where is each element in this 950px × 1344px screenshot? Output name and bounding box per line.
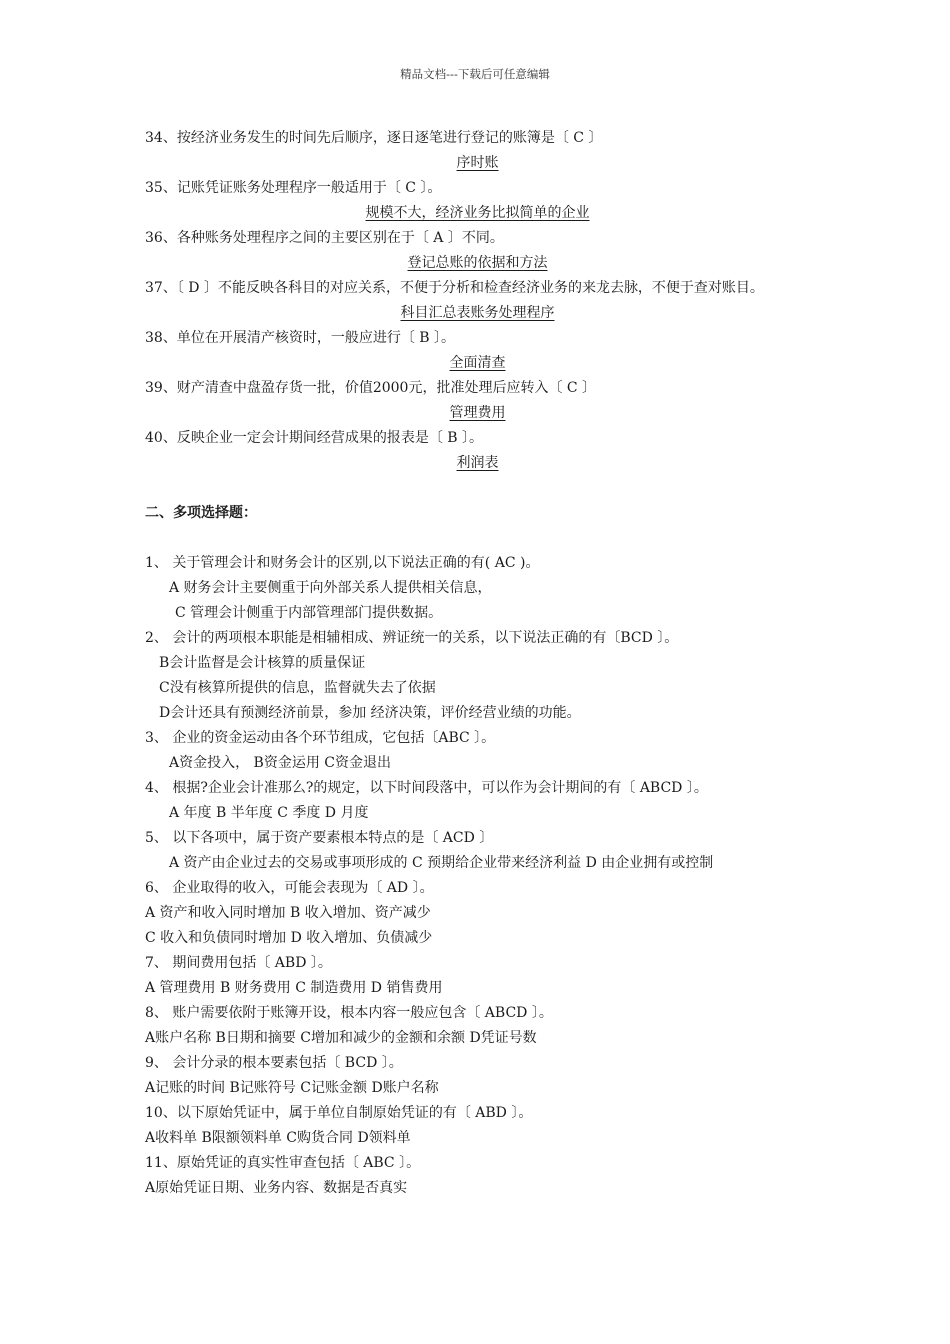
multi-question-7: 7、 期间费用包括〔 ABD 〕。: [145, 955, 332, 971]
multi-question-11: 11、原始凭证的真实性审查包括〔 ABC 〕。: [145, 1155, 421, 1171]
multi-question-10: 10、以下原始凭证中，属于单位自制原始凭证的有〔 ABD 〕。: [145, 1105, 533, 1121]
multi-option: A 财务会计主要侧重于向外部关系人提供相关信息，: [169, 580, 492, 596]
spacer: [145, 476, 810, 501]
multi-options: A记账的时间 B记账符号 C记账金额 D账户名称: [145, 1080, 439, 1096]
multi-question-8: 8、 账户需要依附于账簿开设，根本内容一般应包含〔 ABCD 〕。: [145, 1005, 553, 1021]
multi-options: A 年度 B 半年度 C 季度 D 月度: [169, 805, 369, 821]
multi-question-2: 2、 会计的两项根本职能是相辅相成、辨证统一的关系，以下说法正确的有〔BCD 〕。: [145, 630, 679, 646]
multi-question-4: 4、 根据?企业会计准那么?的规定，以下时间段落中，可以作为会计期间的有〔 ABCD 〕。: [145, 780, 708, 796]
multi-question-5: 5、 以下各项中，属于资产要素根本特点的是〔 ACD 〕: [145, 830, 494, 846]
answer-37: 科目汇总表账务处理程序: [400, 305, 555, 321]
multi-options: C 收入和负债同时增加 D 收入增加、负债减少: [145, 930, 433, 946]
question-36: 36、各种账务处理程序之间的主要区别在于〔 A 〕不同。: [145, 230, 504, 246]
multi-question-1: 1、 关于管理会计和财务会计的区别,以下说法正确的有( AC )。: [145, 555, 540, 571]
multi-options: A 管理费用 B 财务费用 C 制造费用 D 销售费用: [145, 980, 443, 996]
answer-35: 规模不大，经济业务比拟简单的企业: [365, 205, 590, 221]
question-38: 38、单位在开展清产核资时，一般应进行〔 B 〕。: [145, 330, 456, 346]
answer-34: 序时账: [456, 155, 499, 171]
question-37: 37、〔 D 〕不能反映各科目的对应关系，不便于分析和检查经济业务的来龙去脉，不便于查对账目。: [145, 280, 764, 296]
answer-40: 利润表: [456, 455, 499, 471]
multi-option: D会计还具有预测经济前景，参加 经济决策，评价经营业绩的功能。: [159, 705, 581, 721]
document-body: [145, 126, 810, 1201]
multi-options: A账户名称 B日期和摘要 C增加和减少的金额和余额 D凭证号数: [145, 1030, 537, 1046]
question-39: 39、财产清查中盘盈存货一批，价值2000元，批准处理后应转入〔 C 〕: [145, 380, 597, 396]
answer-39: 管理费用: [449, 405, 506, 421]
multi-question-6: 6、 企业取得的收入，可能会表现为〔 AD 〕。: [145, 880, 434, 896]
spacer: [145, 526, 810, 551]
multi-options: A 资产由企业过去的交易或事项形成的 C 预期给企业带来经济利益 D 由企业拥有或控制: [169, 855, 714, 871]
answer-36: 登记总账的依据和方法: [407, 255, 548, 271]
page-header: 精品文档---下载后可任意编辑: [400, 67, 550, 81]
multi-option: C没有核算所提供的信息，监督就失去了依据: [159, 680, 436, 696]
multi-option: C 管理会计侧重于内部管理部门提供数据。: [175, 605, 443, 621]
multi-question-9: 9、 会计分录的根本要素包括〔 BCD 〕。: [145, 1055, 403, 1071]
section-heading: 二、多项选择题：: [145, 505, 257, 521]
question-40: 40、反映企业一定会计期间经营成果的报表是〔 B 〕。: [145, 430, 484, 446]
answer-38: 全面清查: [449, 355, 506, 371]
multi-question-3: 3、 企业的资金运动由各个环节组成，它包括〔ABC 〕。: [145, 730, 496, 746]
question-34: 34、按经济业务发生的时间先后顺序，逐日逐笔进行登记的账簿是〔 C 〕: [145, 130, 603, 146]
multi-option: B会计监督是会计核算的质量保证: [159, 655, 366, 671]
multi-option: A原始凭证日期、业务内容、数据是否真实: [145, 1180, 408, 1196]
multi-options: A收料单 B限额领料单 C购货合同 D领料单: [145, 1130, 411, 1146]
question-35: 35、记账凭证账务处理程序一般适用于〔 C 〕。: [145, 180, 442, 196]
multi-options: A 资产和收入同时增加 B 收入增加、资产减少: [145, 905, 431, 921]
multi-options: A资金投入， B资金运用 C资金退出: [169, 755, 392, 771]
